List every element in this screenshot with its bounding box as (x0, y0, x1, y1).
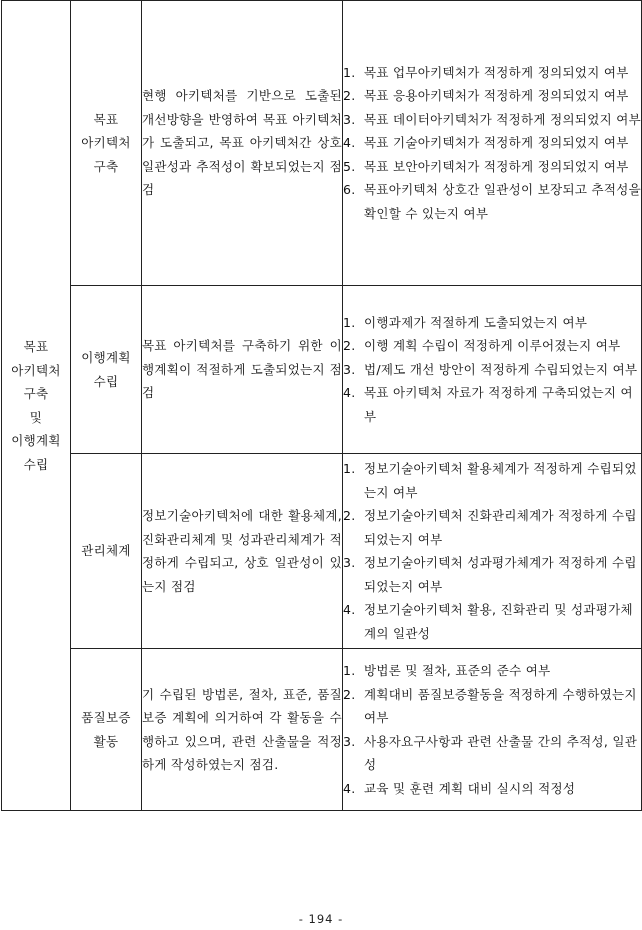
check-number: 4. (343, 780, 356, 796)
item-cell (71, 1, 142, 286)
check-number: 4. (343, 385, 356, 401)
area-label-line: 및 (29, 409, 43, 425)
description-cell: 정보기술아키텍처에 대한 활용체계, 진화관리체계 및 성과관리체계가 적정하게 수립되고, 상호 일관성이 있는지 점검 (142, 454, 343, 649)
check-text: 이행 계획 수립이 적정하게 이루어졌는지 여부 (364, 338, 621, 354)
check-text: 이행과제가 적절하게 도출되었는지 여부 (364, 314, 588, 330)
item-cell (71, 454, 142, 649)
check-item (343, 155, 641, 179)
check-number: 3. (343, 111, 356, 127)
check-text: 계획대비 품질보증활동을 적정하게 수행하였는지 여부 (364, 686, 637, 725)
check-text: 목표 데이터아키텍처가 적정하게 정의되었지 여부 (364, 111, 641, 127)
check-number: 1. (343, 314, 356, 330)
check-item (343, 178, 641, 225)
check-text: 정보기술아키텍처 진화관리체계가 적정하게 수립되었는지 여부 (364, 508, 637, 547)
area-label-line: 수립 (23, 456, 49, 472)
table-row (2, 649, 642, 811)
check-item (343, 457, 641, 504)
checks-list (343, 659, 641, 800)
check-text: 목표 기술아키텍처가 적정하게 정의되었지 여부 (364, 135, 629, 151)
check-text: 목표 보안아키텍처가 적정하게 정의되었지 여부 (364, 158, 629, 174)
checks-list (343, 457, 641, 645)
check-item (343, 334, 641, 358)
item-label-line: 품질보증 (81, 710, 131, 725)
item-label-line: 관리체계 (81, 543, 131, 559)
check-text: 사용자요구사항과 관련 산출물 간의 추적성, 일관성 (364, 733, 638, 772)
check-number: 2. (343, 88, 356, 104)
area-label-line: 목표 (23, 339, 49, 354)
checks-list (343, 311, 641, 429)
check-text: 목표 아키텍처 자료가 적정하게 구축되었는지 여부 (364, 385, 633, 424)
check-number: 1. (343, 64, 356, 80)
area-label-line: 이행계획 (11, 433, 61, 448)
check-text: 정보기술아키텍처 활용체계가 적정하게 수립되었는지 여부 (364, 461, 637, 500)
check-text: 목표 응용아키텍처가 적정하게 정의되었지 여부 (364, 88, 629, 104)
description-cell: 목표 아키텍처를 구축하기 위한 이행계획이 적절하게 도출되었는지 점검 (142, 286, 343, 454)
check-text: 목표 업무아키텍처가 적정하게 정의되었지 여부 (364, 64, 629, 80)
check-item (343, 504, 641, 551)
check-item (343, 730, 641, 777)
check-number: 2. (343, 508, 356, 523)
table-row (2, 286, 642, 454)
check-text: 정보기술아키텍처 활용, 진화관리 및 성과평가체계의 일관성 (364, 602, 633, 641)
check-item (343, 61, 641, 85)
item-label-line: 아키텍처 (81, 135, 131, 151)
check-text: 교육 및 훈련 계획 대비 실시의 적정성 (364, 780, 576, 796)
audit-checklist-table (1, 0, 642, 811)
check-text: 정보기술아키텍처 성과평가체계가 적정하게 수립되었는지 여부 (364, 555, 637, 594)
checks-cell (343, 286, 642, 454)
check-item (343, 777, 641, 801)
check-number: 2. (343, 686, 356, 702)
check-item (343, 659, 641, 683)
item-cell (71, 649, 142, 811)
check-item (343, 358, 641, 382)
area-label-line: 구축 (23, 386, 49, 401)
check-item (343, 683, 641, 730)
table-row (2, 1, 642, 286)
check-item (343, 381, 641, 428)
check-number: 1. (343, 663, 356, 678)
check-number: 3. (343, 555, 356, 570)
check-number: 2. (343, 338, 356, 354)
check-number: 4. (343, 602, 356, 617)
check-number: 4. (343, 135, 356, 151)
item-label-line: 수립 (93, 373, 119, 389)
check-item (343, 84, 641, 108)
check-item (343, 108, 641, 132)
check-item (343, 131, 641, 155)
page-number: - 194 - (298, 912, 344, 926)
item-label-line: 활동 (93, 733, 119, 749)
check-item (343, 311, 641, 335)
item-label-line: 이행계획 (81, 350, 131, 365)
description-cell: 기 수립된 방법론, 절차, 표준, 품질보증 계획에 의거하여 각 활동을 수행하고 있으며, 관련 산출물을 적정하게 작성하였는지 점검. (142, 649, 343, 811)
area-cell (2, 1, 71, 811)
item-cell (71, 286, 142, 454)
check-number: 3. (343, 361, 356, 377)
check-number: 1. (343, 461, 356, 476)
item-label-line: 목표 (93, 111, 119, 127)
check-text: 목표아키텍처 상호간 일관성이 보장되고 추적성을 확인할 수 있는지 여부 (364, 182, 641, 221)
check-number: 3. (343, 733, 356, 749)
checks-cell (343, 1, 642, 286)
checks-list (343, 61, 641, 226)
check-number: 5. (343, 158, 356, 174)
table-row (2, 454, 642, 649)
check-item (343, 598, 641, 645)
checks-cell (343, 454, 642, 649)
checks-cell (343, 649, 642, 811)
area-label-line: 아키텍처 (11, 362, 61, 378)
item-label-line: 구축 (93, 158, 119, 174)
check-text: 방법론 및 절차, 표준의 준수 여부 (364, 663, 551, 678)
check-text: 법/제도 개선 방안이 적정하게 수립되었는지 여부 (364, 361, 638, 377)
description-cell: 현행 아키텍처를 기반으로 도출된 개선방향을 반영하여 목표 아키텍처가 도출되고, 목표 아키텍처간 상호 일관성과 추적성이 확보되었는지 점검 (142, 1, 343, 286)
check-item (343, 551, 641, 598)
check-number: 6. (343, 182, 356, 198)
